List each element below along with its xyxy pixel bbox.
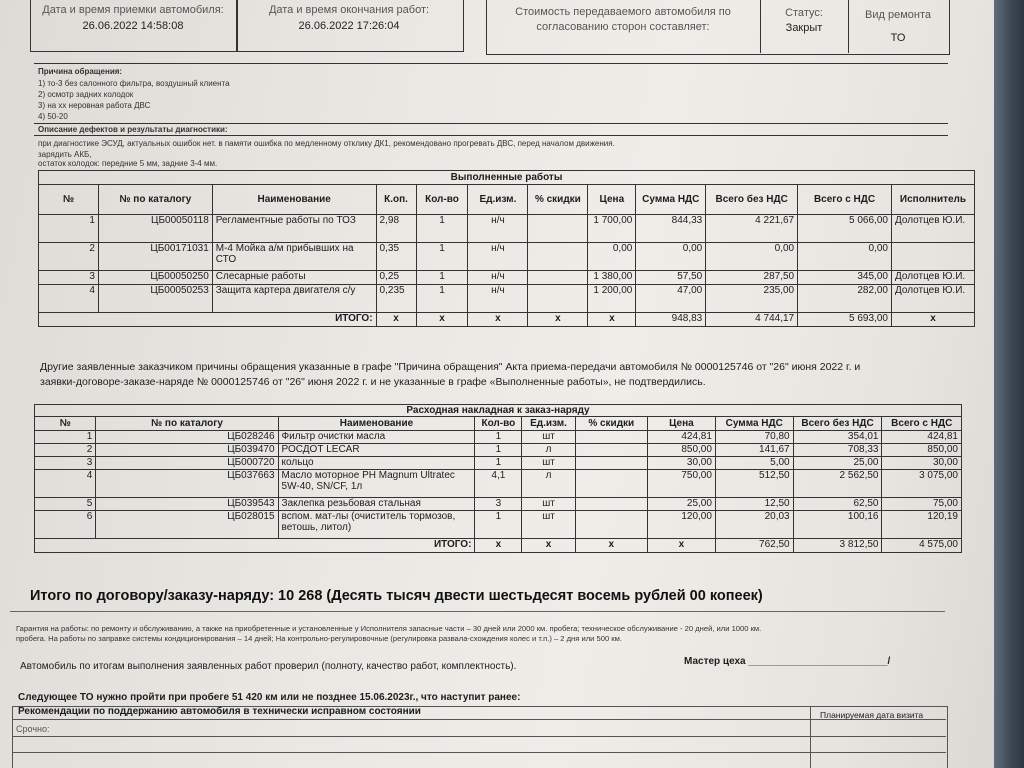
parts-header: № по каталогу xyxy=(96,417,278,431)
executor: Долотцев Ю.И. xyxy=(891,285,974,313)
defects-line: при диагностике ЭСУД, актуальных ошибок нет. в памяти ошибка по медленному отклику ДК1, рекомендовано прогревать ДВС, перед началом движения. xyxy=(38,139,615,148)
item-name: Заклепка резьбовая стальная xyxy=(278,498,475,511)
parts-header: Сумма НДС xyxy=(715,417,793,431)
item-name: Защита картера двигателя с/у xyxy=(212,285,376,313)
works-header: Кол-во xyxy=(416,185,468,215)
works-title: Выполненные работы xyxy=(39,171,975,185)
next-service: Следующее ТО нужно пройти при пробеге 51 420 км или не позднее 15.06.2023г., что наступит ранее: xyxy=(18,692,521,703)
table-row xyxy=(35,470,962,498)
unit: н/ч xyxy=(468,215,528,243)
reason-line: 3) на хх неровная работа ДВС xyxy=(38,101,151,110)
total-with-vat: 120,19 xyxy=(882,511,962,539)
unit: л xyxy=(522,470,575,498)
planned-visit-date: Планируемая дата визита xyxy=(820,710,924,720)
unit: шт xyxy=(522,457,575,470)
parts-title: Расходная накладная к заказ-наряду xyxy=(35,405,962,417)
total-with-vat: 424,81 xyxy=(882,431,962,444)
total-with-vat: 30,00 xyxy=(882,457,962,470)
cost-label-2: согласованию сторон составляет: xyxy=(536,21,710,33)
coefficient: 0,235 xyxy=(376,285,416,313)
works-header: Наименование xyxy=(212,185,376,215)
total-with-vat: 75,00 xyxy=(882,498,962,511)
warranty-line-2: пробега. На работы по заправке системы кондиционирования – 14 дней; На контрольно-регулировочные (регулировка развала-схождения колес и т.п.) – 2 дня или 500 км. xyxy=(16,634,622,643)
vat: 141,67 xyxy=(715,444,793,457)
quantity: 1 xyxy=(416,271,468,285)
quantity: 1 xyxy=(475,511,522,539)
cost-label-1: Стоимость передаваемого автомобиля по xyxy=(515,6,731,18)
reason-title: Причина обращения: xyxy=(38,67,123,76)
works-header: Сумма НДС xyxy=(636,185,706,215)
unit: шт xyxy=(522,498,575,511)
price: 1 700,00 xyxy=(588,215,636,243)
parts-header: Всего с НДС xyxy=(882,417,962,431)
finish-value: 26.06.2022 17:26:04 xyxy=(298,20,400,32)
unit: н/ч xyxy=(468,271,528,285)
vat: 12,50 xyxy=(715,498,793,511)
vat: 47,00 xyxy=(636,285,706,313)
item-name: Регламентные работы по ТОЗ xyxy=(212,215,376,243)
table-row xyxy=(35,457,962,470)
reason-line: 2) осмотр задних колодок xyxy=(38,90,134,99)
price: 424,81 xyxy=(647,431,715,444)
quantity: 1 xyxy=(475,457,522,470)
reason-line: 1) то-3 без салонного фильтра, воздушный клиента xyxy=(38,79,230,88)
recommendations-title: Рекомендации по поддержанию автомобиля в технически исправном состоянии xyxy=(18,706,421,717)
defects-title: Описание дефектов и результаты диагностики: xyxy=(38,125,228,134)
works-header: Исполнитель xyxy=(891,185,974,215)
x-mark: х xyxy=(416,313,468,327)
total-with-vat: 345,00 xyxy=(798,271,892,285)
catalog-code: ЦБ037663 xyxy=(96,470,278,498)
row-number: 1 xyxy=(39,215,99,243)
row-number: 2 xyxy=(35,444,96,457)
price: 750,00 xyxy=(647,470,715,498)
note-line-2: заявки-договоре-заказе-наряде № 0000125746 от "26" июня 2022 г. и не указанные в графе «Выполненные работы», не подтвердились. xyxy=(40,376,706,388)
row-number: 4 xyxy=(35,470,96,498)
table-row xyxy=(35,431,962,444)
vat: 20,03 xyxy=(715,511,793,539)
row-number: 4 xyxy=(39,285,99,313)
parts-header: Цена xyxy=(647,417,715,431)
quantity: 1 xyxy=(475,431,522,444)
price: 30,00 xyxy=(647,457,715,470)
parts-header: Всего без НДС xyxy=(793,417,882,431)
coefficient: 0,35 xyxy=(376,243,416,271)
catalog-code: ЦБ00050118 xyxy=(98,215,212,243)
works-header: Ед.изм. xyxy=(468,185,528,215)
works-header: % скидки xyxy=(528,185,588,215)
works-total-label: ИТОГО: xyxy=(39,313,377,327)
unit: н/ч xyxy=(468,285,528,313)
defects-line: остаток колодок: передние 5 мм, задние 3-4 мм. xyxy=(38,159,218,168)
total-with-vat: 3 075,00 xyxy=(882,470,962,498)
discount xyxy=(575,511,647,539)
unit: шт xyxy=(522,431,575,444)
x-mark: х xyxy=(376,313,416,327)
x-mark: х xyxy=(475,539,522,553)
accept-label: Дата и время приемки автомобиля: xyxy=(42,4,224,16)
total-no-vat: 287,50 xyxy=(706,271,798,285)
x-mark: х xyxy=(588,313,636,327)
price: 1 200,00 xyxy=(588,285,636,313)
item-name: кольцо xyxy=(278,457,475,470)
item-name: М-4 Мойка а/м прибывших на СТО xyxy=(212,243,376,271)
price: 850,00 xyxy=(647,444,715,457)
price: 120,00 xyxy=(647,511,715,539)
parts-header: % скидки xyxy=(575,417,647,431)
parts-header: Наименование xyxy=(278,417,475,431)
finish-label: Дата и время окончания работ: xyxy=(268,4,430,16)
works-header: Всего без НДС xyxy=(706,185,798,215)
works-header: Всего с НДС xyxy=(798,185,892,215)
urgent-label: Срочно: xyxy=(16,724,50,734)
parts-total-label: ИТОГО: xyxy=(35,539,475,553)
x-mark: х xyxy=(891,313,974,327)
row-number: 3 xyxy=(35,457,96,470)
total-with-vat: 282,00 xyxy=(798,285,892,313)
catalog-code: ЦБ00171031 xyxy=(98,243,212,271)
unit: н/ч xyxy=(468,243,528,271)
status-value: Закрыт xyxy=(785,22,823,34)
unit: шт xyxy=(522,511,575,539)
works-total-row xyxy=(39,313,975,327)
master-signature: Мастер цеха _________________________/ xyxy=(684,656,891,667)
price: 0,00 xyxy=(588,243,636,271)
reason-line: 4) 50-20 xyxy=(38,112,68,121)
total-no-vat: 708,33 xyxy=(793,444,882,457)
quantity: 3 xyxy=(475,498,522,511)
x-mark: х xyxy=(468,313,528,327)
parts-total-row xyxy=(35,539,962,553)
background-edge xyxy=(994,0,1024,768)
parts-header: № xyxy=(35,417,96,431)
total-no-vat: 354,01 xyxy=(793,431,882,444)
car-checked-text: Автомобиль по итогам выполнения заявленных работ проверил (полноту, качество работ, комплектность). xyxy=(20,661,517,672)
row-number: 3 xyxy=(39,271,99,285)
quantity: 4,1 xyxy=(475,470,522,498)
table-row xyxy=(39,285,975,313)
item-name: Слесарные работы xyxy=(212,271,376,285)
vat: 57,50 xyxy=(636,271,706,285)
warranty-line-1: Гарантия на работы: по ремонту и обслуживанию, а также на приобретенные и установленные у Исполнителя запасные части – 30 дней или 2000 км. пробега; техническое обслуживание - 20 дней, или 1000 км. xyxy=(16,624,762,633)
quantity: 1 xyxy=(475,444,522,457)
x-mark: х xyxy=(522,539,575,553)
discount xyxy=(528,215,588,243)
vat: 512,50 xyxy=(715,470,793,498)
works-header: № xyxy=(39,185,99,215)
repair-type-label: Вид ремонта xyxy=(865,9,931,21)
item-name: Фильтр очистки масла xyxy=(278,431,475,444)
parts-table xyxy=(34,404,962,553)
works-header: Цена xyxy=(588,185,636,215)
executor: Долотцев Ю.И. xyxy=(891,271,974,285)
works-table xyxy=(38,170,975,327)
executor xyxy=(891,243,974,271)
row-number: 2 xyxy=(39,243,99,271)
table-row xyxy=(39,243,975,271)
row-number: 1 xyxy=(35,431,96,444)
catalog-code: ЦБ00050250 xyxy=(98,271,212,285)
accept-value: 26.06.2022 14:58:08 xyxy=(82,20,184,32)
row-number: 5 xyxy=(35,498,96,511)
x-mark: х xyxy=(647,539,715,553)
vat: 844,33 xyxy=(636,215,706,243)
table-row xyxy=(39,215,975,243)
item-name: РОСДОТ LECAR xyxy=(278,444,475,457)
total-with-vat: 0,00 xyxy=(798,243,892,271)
item-name: вспом. мат-лы (очиститель тормозов, ветошь, литол) xyxy=(278,511,475,539)
quantity: 1 xyxy=(416,285,468,313)
total-with-vat: 5 066,00 xyxy=(798,215,892,243)
price: 25,00 xyxy=(647,498,715,511)
parts-total-sum: 4 575,00 xyxy=(882,539,962,553)
catalog-code: ЦБ028246 xyxy=(96,431,278,444)
table-row xyxy=(39,271,975,285)
defects-line: зарядить АКБ, xyxy=(38,150,92,159)
x-mark: х xyxy=(528,313,588,327)
repair-type-value: ТО xyxy=(890,32,906,44)
grand-total: Итого по договору/заказу-наряду: 10 268 (Десять тысяч двести шестьдесят восемь рублей 00 копеек) xyxy=(30,588,763,604)
parts-total-no-vat: 3 812,50 xyxy=(793,539,882,553)
catalog-code: ЦБ000720 xyxy=(96,457,278,470)
coefficient: 2,98 xyxy=(376,215,416,243)
works-total-vat: 948,83 xyxy=(636,313,706,327)
works-total-no-vat: 4 744,17 xyxy=(706,313,798,327)
parts-header: Кол-во xyxy=(475,417,522,431)
total-with-vat: 850,00 xyxy=(882,444,962,457)
discount xyxy=(575,470,647,498)
table-row xyxy=(35,498,962,511)
discount xyxy=(528,271,588,285)
price: 1 380,00 xyxy=(588,271,636,285)
table-row xyxy=(35,511,962,539)
total-no-vat: 2 562,50 xyxy=(793,470,882,498)
unit: л xyxy=(522,444,575,457)
works-header: № по каталогу xyxy=(98,185,212,215)
discount xyxy=(575,498,647,511)
discount xyxy=(528,243,588,271)
parts-header: Ед.изм. xyxy=(522,417,575,431)
discount xyxy=(575,444,647,457)
row-number: 6 xyxy=(35,511,96,539)
catalog-code: ЦБ039543 xyxy=(96,498,278,511)
parts-total-vat: 762,50 xyxy=(715,539,793,553)
catalog-code: ЦБ00050253 xyxy=(98,285,212,313)
item-name: Масло моторное PH Magnum Ultratec 5W-40, SN/CF, 1л xyxy=(278,470,475,498)
vat: 70,80 xyxy=(715,431,793,444)
vat: 5,00 xyxy=(715,457,793,470)
coefficient: 0,25 xyxy=(376,271,416,285)
total-no-vat: 235,00 xyxy=(706,285,798,313)
total-no-vat: 62,50 xyxy=(793,498,882,511)
table-row xyxy=(35,444,962,457)
quantity: 1 xyxy=(416,215,468,243)
total-no-vat: 0,00 xyxy=(706,243,798,271)
total-no-vat: 100,16 xyxy=(793,511,882,539)
catalog-code: ЦБ028015 xyxy=(96,511,278,539)
discount xyxy=(575,457,647,470)
note-line-1: Другие заявленные заказчиком причины обращения указанные в графе "Причина обращения" Акта приема-передачи автомобиля № 0000125746 от "26" июня 2022 г. и xyxy=(40,361,861,373)
discount xyxy=(528,285,588,313)
vat: 0,00 xyxy=(636,243,706,271)
executor: Долотцев Ю.И. xyxy=(891,215,974,243)
works-total-sum: 5 693,00 xyxy=(798,313,892,327)
x-mark: х xyxy=(575,539,647,553)
quantity: 1 xyxy=(416,243,468,271)
total-no-vat: 25,00 xyxy=(793,457,882,470)
discount xyxy=(575,431,647,444)
catalog-code: ЦБ039470 xyxy=(96,444,278,457)
status-label: Статус: xyxy=(785,7,823,19)
works-header: К.оп. xyxy=(376,185,416,215)
total-no-vat: 4 221,67 xyxy=(706,215,798,243)
